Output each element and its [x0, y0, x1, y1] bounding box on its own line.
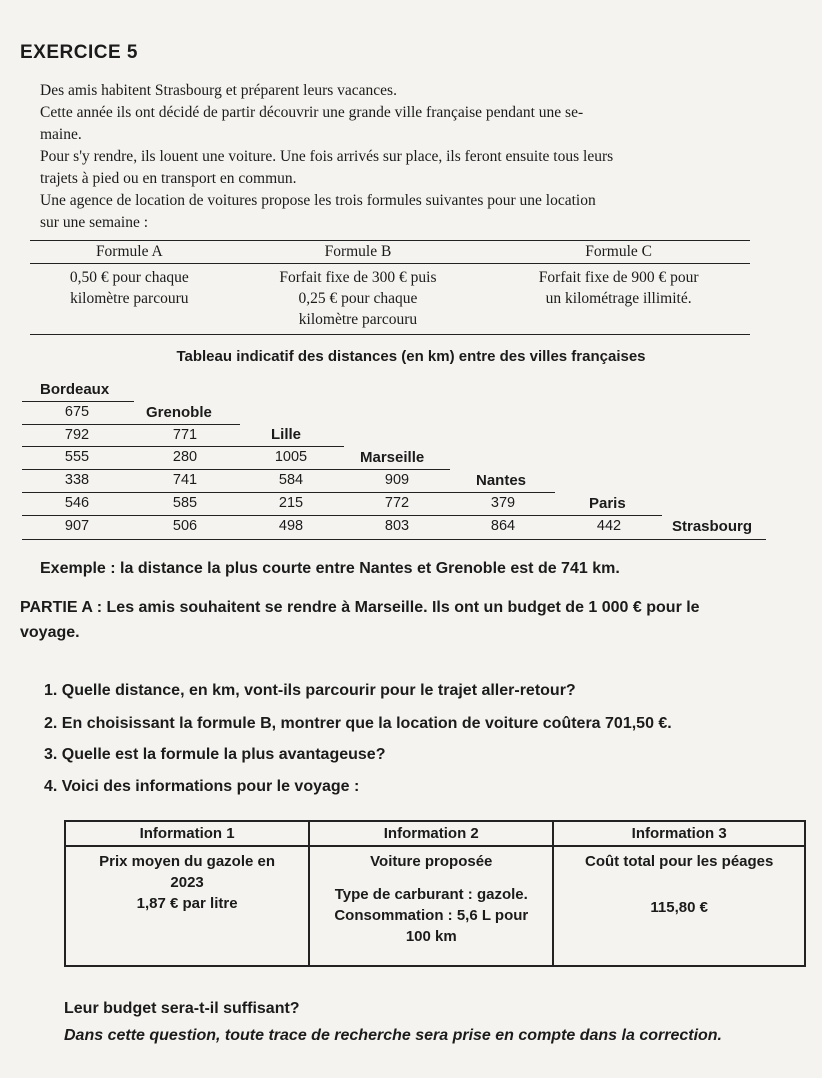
distance-cell: 585 — [172, 495, 198, 511]
intro-line: Pour s'y rendre, ils louent une voiture. Une fois arrivés sur place, ils feront ensuite tous leurs — [40, 148, 614, 165]
question-number: 2. — [44, 715, 58, 732]
city-grenoble: Grenoble — [146, 404, 212, 421]
distance-cell: 772 — [384, 495, 410, 511]
question-number: 4. — [44, 778, 58, 795]
table-rule — [22, 401, 134, 402]
part-a-line: voyage. — [20, 624, 80, 641]
table-rule — [22, 492, 555, 493]
formula-c-cell — [487, 264, 750, 335]
intro-line: maine. — [40, 126, 82, 143]
city-nantes: Nantes — [476, 472, 527, 489]
distance-cell: 1005 — [274, 449, 308, 465]
info-2-line: Type de carburant : gazole. — [334, 886, 528, 903]
exercise-title: EXERCICE 5 — [20, 42, 138, 63]
info-2-header: Information 2 — [309, 821, 553, 846]
example-text: Exemple : la distance la plus courte entre Nantes et Grenoble est de 741 km. — [40, 560, 620, 577]
distance-cell: 792 — [64, 427, 90, 443]
distance-cell: 771 — [172, 427, 198, 443]
info-3-line: 115,80 € — [650, 899, 708, 916]
formula-b-cell — [229, 264, 488, 335]
question-4 — [44, 778, 359, 796]
info-2-line: 100 km — [405, 928, 457, 945]
intro-line: sur une semaine : — [40, 214, 149, 231]
table-rule — [22, 469, 450, 470]
distance-cell: 546 — [64, 495, 90, 511]
intro-line: Une agence de location de voitures propose les trois formules suivantes pour une location — [40, 192, 596, 209]
distance-cell: 338 — [64, 472, 90, 488]
distance-cell: 498 — [278, 518, 304, 534]
question-number: 1. — [44, 682, 58, 699]
info-3-header: Information 3 — [553, 821, 805, 846]
question-text: Quelle distance, en km, vont-ils parcourir pour le trajet aller-retour? — [61, 682, 576, 699]
info-2-line: Consommation : 5,6 L pour — [334, 907, 529, 924]
distance-cell: 675 — [64, 404, 90, 420]
table-rule — [22, 424, 240, 425]
formula-b-line: Forfait fixe de 300 € puis — [279, 269, 437, 286]
formula-a-line: 0,50 € pour chaque — [69, 269, 189, 286]
info-3-line: Coût total pour les péages — [585, 853, 774, 870]
info-1-line: 1,87 € par litre — [136, 895, 238, 912]
distance-cell: 584 — [278, 472, 304, 488]
formula-a-line: kilomètre parcouru — [70, 290, 189, 307]
info-1-line: Prix moyen du gazole en — [99, 853, 276, 870]
info-1-line: 2023 — [170, 874, 204, 891]
city-paris: Paris — [589, 495, 626, 512]
distance-cell: 379 — [490, 495, 516, 511]
distance-cell: 442 — [596, 518, 622, 534]
info-1-cell — [65, 846, 309, 966]
city-marseille: Marseille — [360, 449, 425, 466]
city-strasbourg: Strasbourg — [672, 518, 753, 535]
distance-cell: 280 — [172, 449, 198, 465]
formula-a-header: Formule A — [30, 241, 229, 264]
info-table — [64, 820, 806, 967]
budget-question: Leur budget sera-t-il suffisant? — [64, 1000, 300, 1017]
distance-cell: 215 — [278, 495, 304, 511]
distance-cell: 506 — [172, 518, 198, 534]
distance-cell: 555 — [64, 449, 90, 465]
spacer — [558, 872, 800, 897]
distance-cell: 864 — [490, 518, 516, 534]
intro-line: trajets à pied ou en transport en commun. — [40, 170, 297, 187]
city-lille: Lille — [271, 426, 302, 443]
question-3 — [44, 746, 385, 764]
formula-b-header: Formule B — [229, 241, 488, 264]
correction-note: Dans cette question, toute trace de recherche sera prise en compte dans la correction. — [64, 1027, 722, 1044]
distance-cell: 909 — [384, 472, 410, 488]
distance-table-caption: Tableau indicatif des distances (en km) entre des villes françaises — [176, 348, 646, 365]
info-2-cell — [309, 846, 553, 966]
distance-cell: 907 — [64, 518, 90, 534]
city-bordeaux: Bordeaux — [40, 381, 110, 398]
table-rule — [22, 539, 766, 540]
formula-b-line: kilomètre parcouru — [298, 311, 418, 328]
distance-cell: 741 — [172, 472, 198, 488]
info-2-line: Voiture proposée — [370, 853, 493, 870]
distance-cell: 803 — [384, 518, 410, 534]
intro-line: Cette année ils ont décidé de partir découvrir une grande ville française pendant une se- — [40, 104, 584, 121]
question-text: En choisissant la formule B, montrer que la location de voiture coûtera 701,50 €. — [61, 715, 672, 732]
table-rule — [22, 515, 662, 516]
question-text: Voici des informations pour le voyage : — [61, 778, 360, 795]
question-text: Quelle est la formule la plus avantageuse? — [61, 746, 386, 763]
info-1-header: Information 1 — [65, 821, 309, 846]
formula-c-line: un kilométrage illimité. — [545, 290, 692, 307]
formula-table — [30, 240, 750, 335]
question-number: 3. — [44, 746, 58, 763]
info-3-cell — [553, 846, 805, 966]
part-a-line: PARTIE A : Les amis souhaitent se rendre à Marseille. Ils ont un budget de 1 000 € pour le — [20, 599, 700, 616]
part-a-text — [20, 595, 800, 645]
formula-a-cell — [30, 264, 229, 335]
intro-line: Des amis habitent Strasbourg et préparent leurs vacances. — [40, 82, 397, 99]
question-2 — [44, 715, 672, 733]
question-1 — [44, 682, 576, 700]
intro-text — [40, 80, 760, 234]
formula-c-header: Formule C — [487, 241, 750, 264]
formula-b-line: 0,25 € pour chaque — [298, 290, 418, 307]
formula-c-line: Forfait fixe de 900 € pour — [538, 269, 699, 286]
table-rule — [22, 446, 344, 447]
spacer — [314, 872, 548, 884]
